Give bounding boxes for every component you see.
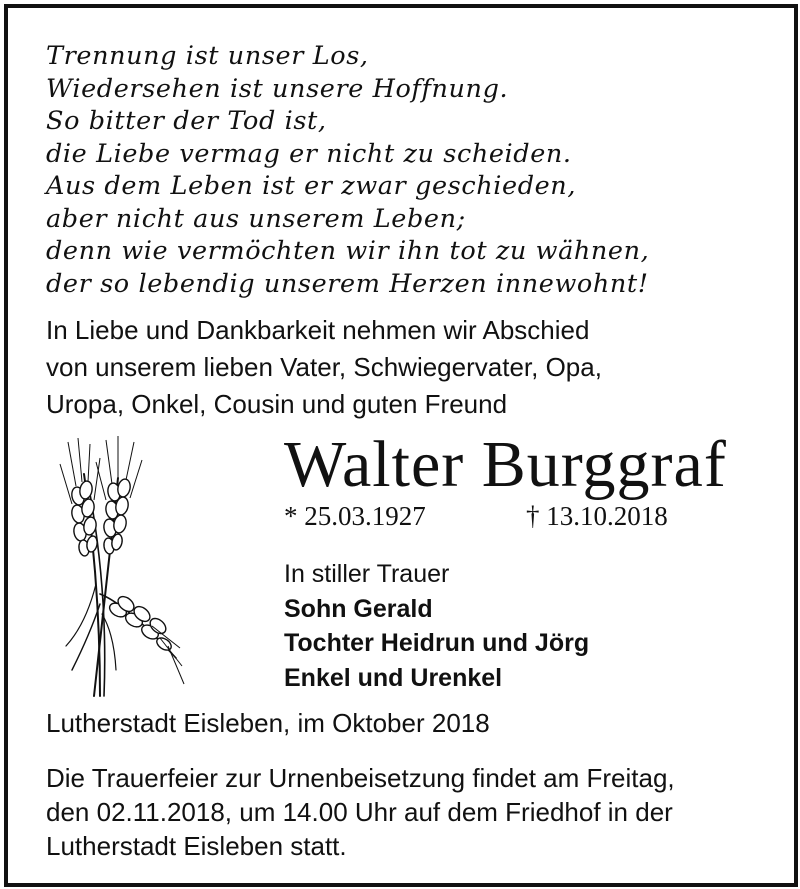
place-date: Lutherstadt Eisleben, im Oktober 2018 [46, 708, 490, 738]
mourner-name: Enkel und Urenkel [284, 663, 503, 692]
mourners [284, 557, 589, 695]
mourners-heading: In stiller Trauer [284, 560, 450, 588]
mourner-name: Sohn Gerald [284, 594, 433, 623]
intro-text [46, 312, 602, 423]
poem-line: die Liebe vermag er nicht zu scheiden. [46, 138, 572, 169]
intro-line: von unserem lieben Vater, Schwiegervater, Opa, [46, 352, 602, 382]
poem-line: denn wie vermöchten wir ihn tot zu wähnen, [46, 236, 650, 266]
intro-line: Uropa, Onkel, Cousin und guten Freund [46, 389, 508, 419]
deceased-name: Walter Burggraf [284, 428, 727, 501]
poem-line: Aus dem Leben ist er zwar geschieden, [46, 171, 577, 201]
wheat-icon [56, 434, 186, 698]
poem-line: So bitter der Tod ist, [46, 106, 327, 136]
mourner-name: Tochter Heidrun und Jörg [284, 629, 590, 657]
poem [46, 40, 649, 300]
poem-line: Wiedersehen ist unsere Hoffnung. [46, 73, 509, 104]
poem-line: aber nicht aus unserem Leben; [46, 203, 466, 234]
ceremony-line: Die Trauerfeier zur Urnenbeisetzung findet am Freitag, [46, 763, 675, 793]
ceremony-text [46, 761, 675, 863]
ceremony-line: Lutherstadt Eisleben statt. [46, 831, 347, 861]
ceremony-line: den 02.11.2018, um 14.00 Uhr auf dem Friedhof in der [46, 797, 673, 827]
poem-line: Trennung ist unser Los, [46, 41, 369, 71]
intro-line: In Liebe und Dankbarkeit nehmen wir Abschied [46, 315, 590, 345]
death-date: † 13.10.2018 [526, 501, 668, 531]
birth-date: * 25.03.1927 [284, 501, 426, 531]
poem-line: der so lebendig unserem Herzen innewohnt! [46, 268, 649, 299]
